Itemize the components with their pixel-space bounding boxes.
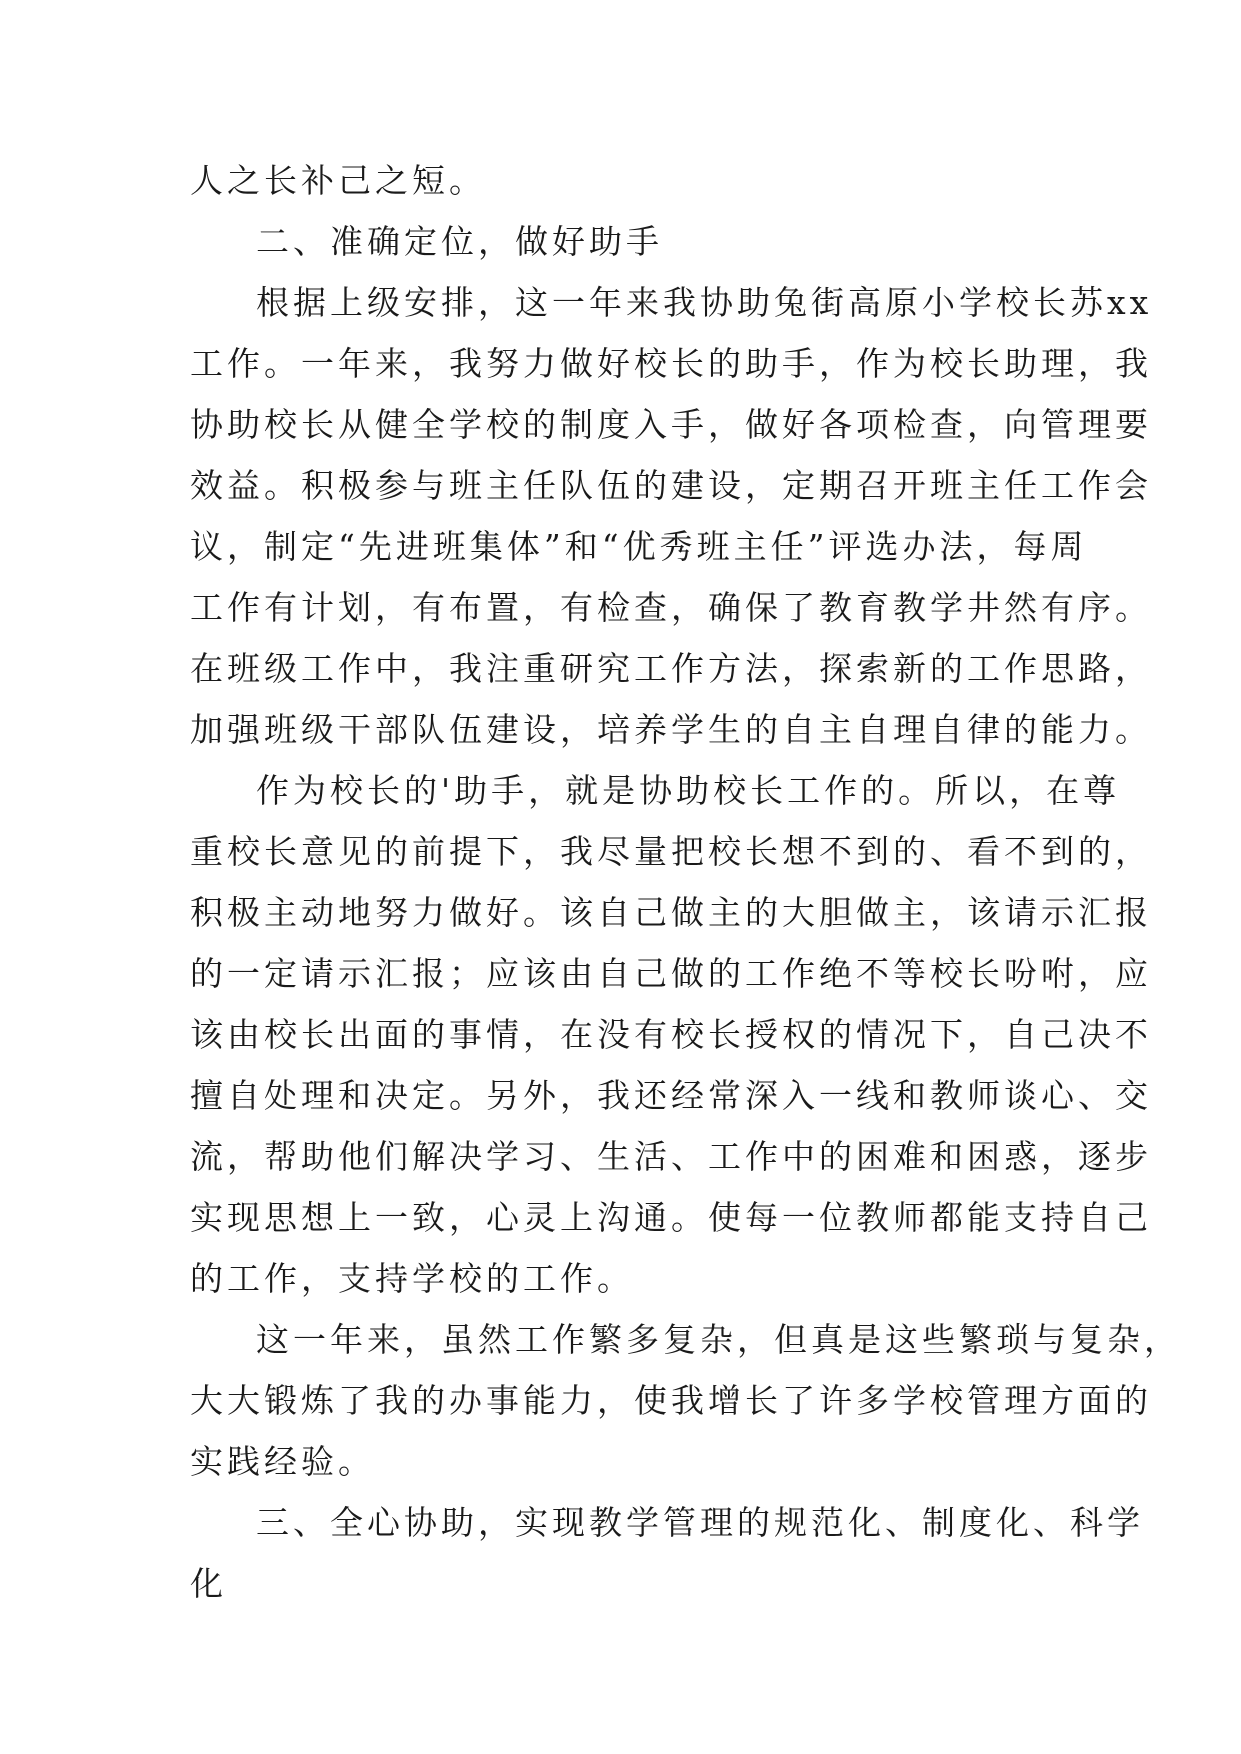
text-line: 的工作，支持学校的工作。 [190, 1259, 634, 1298]
section-heading: 三、全心协助，实现教学管理的规范化、制度化、科学 [256, 1503, 1144, 1542]
text-line: 议，制定“先进班集体”和“优秀班主任”评选办法，每周 [190, 527, 1088, 566]
section-heading-continued: 化 [190, 1564, 227, 1603]
text-line: 工作。一年来，我努力做好校长的助手，作为校长助理，我 [190, 344, 1152, 383]
text-line: 该由校长出面的事情，在没有校长授权的情况下，自己决不 [190, 1015, 1152, 1054]
text-line: 实践经验。 [190, 1442, 375, 1481]
text-line: 加强班级干部队伍建设，培养学生的自主自理自律的能力。 [190, 710, 1152, 749]
text-line: 人之长补己之短。 [190, 161, 486, 200]
text-line: 擅自处理和决定。另外，我还经常深入一线和教师谈心、交 [190, 1076, 1152, 1115]
text-line: 效益。积极参与班主任队伍的建设，定期召开班主任工作会 [190, 466, 1152, 505]
text-line: 流，帮助他们解决学习、生活、工作中的困难和困惑，逐步 [190, 1137, 1152, 1176]
text-line: 这一年来，虽然工作繁多复杂，但真是这些繁琐与复杂， [256, 1320, 1181, 1359]
text-line: 的一定请示汇报；应该由自己做的工作绝不等校长吩咐，应 [190, 954, 1152, 993]
text-line: 积极主动地努力做好。该自己做主的大胆做主，该请示汇报 [190, 893, 1152, 932]
text-line: 在班级工作中，我注重研究工作方法，探索新的工作思路， [190, 649, 1152, 688]
document-body [190, 150, 1181, 1614]
section-heading: 二、准确定位，做好助手 [256, 222, 663, 261]
text-line: 根据上级安排，这一年来我协助兔街高原小学校长苏xx [256, 283, 1153, 322]
text-line: 重校长意见的前提下，我尽量把校长想不到的、看不到的， [190, 832, 1152, 871]
text-line: 大大锻炼了我的办事能力，使我增长了许多学校管理方面的 [190, 1381, 1152, 1420]
text-line: 协助校长从健全学校的制度入手，做好各项检查，向管理要 [190, 405, 1152, 444]
text-line: 工作有计划，有布置，有检查，确保了教育教学井然有序。 [190, 588, 1152, 627]
text-line: 作为校长的'助手，就是协助校长工作的。所以，在尊 [256, 771, 1121, 810]
text-line: 实现思想上一致，心灵上沟通。使每一位教师都能支持自己 [190, 1198, 1152, 1237]
